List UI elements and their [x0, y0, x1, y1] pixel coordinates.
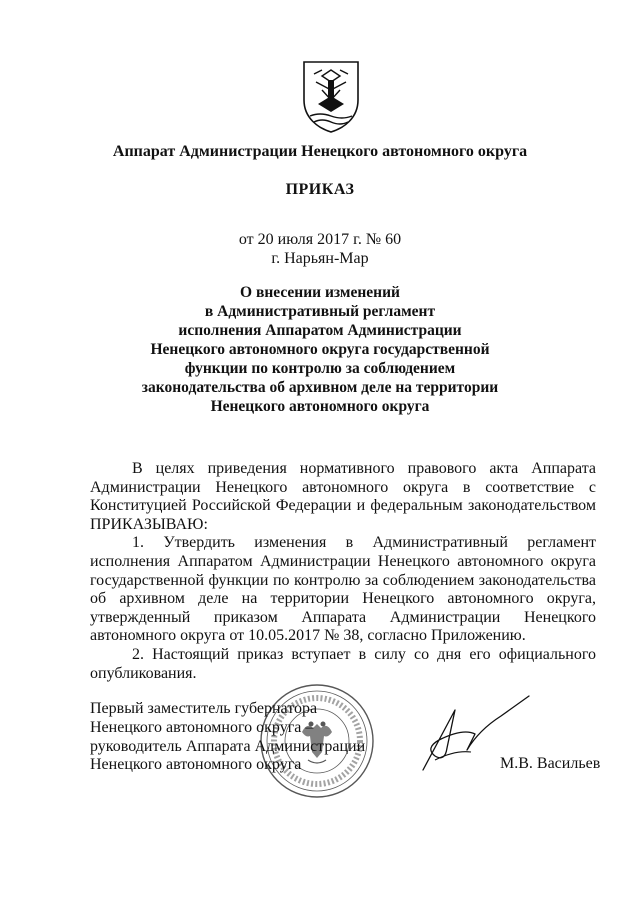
document-type: ПРИКАЗ: [285, 181, 355, 198]
subject-line: Ненецкого автономного округа государственной: [150, 341, 490, 358]
handwritten-signature-icon: [405, 690, 535, 780]
body-paragraph-item-2: 2. Настоящий приказ вступает в силу со дня его официального опубликования.: [90, 645, 596, 682]
document-subject: [0, 283, 640, 416]
signatory-position: [90, 700, 365, 775]
signatory-position-line: Ненецкого автономного округа –: [90, 718, 314, 736]
nenets-coat-of-arms-icon: [300, 60, 362, 134]
document-city: г. Нарьян-Мар: [271, 250, 369, 267]
subject-line: функции по контролю за соблюдением: [184, 360, 456, 377]
subject-line: О внесении изменений: [240, 284, 400, 301]
organization-name: Аппарат Администрации Ненецкого автономного округа: [112, 143, 528, 160]
signatory-position-line: Первый заместитель губернатора: [90, 700, 318, 717]
subject-line: Ненецкого автономного округа: [210, 398, 430, 415]
document-body: [90, 460, 596, 683]
signatory-position-line: Ненецкого автономного округа: [90, 756, 302, 774]
signatory-position-line: руководитель Аппарата Администрации: [90, 737, 366, 755]
subject-line: законодательства об архивном деле на территории: [141, 379, 499, 396]
document-date-number: от 20 июля 2017 г. № 60: [238, 231, 402, 248]
subject-line: в Административный регламент: [204, 303, 436, 320]
signatory-name: М.В. Васильев: [500, 755, 601, 772]
subject-line: исполнения Аппаратом Администрации: [178, 322, 462, 339]
body-paragraph-preamble: В целях приведения нормативного правового акта Аппарата Администрации Ненецкого автономного округа в соответствие с Конституцией Российской Федерации и федеральным законодательством ПРИКАЗЫВАЮ:: [90, 460, 596, 533]
body-paragraph-item-1: 1. Утвердить изменения в Административный регламент исполнения Аппаратом Администрации Ненецкого автономного округа государственной функции по контролю за соблюдением законодательства об архивном деле на территории Ненецкого автономного округа, утвержденный приказом Аппарата Администрации Ненецкого автономного округа от 10.05.2017 № 38, согласно Приложению.: [90, 534, 596, 645]
